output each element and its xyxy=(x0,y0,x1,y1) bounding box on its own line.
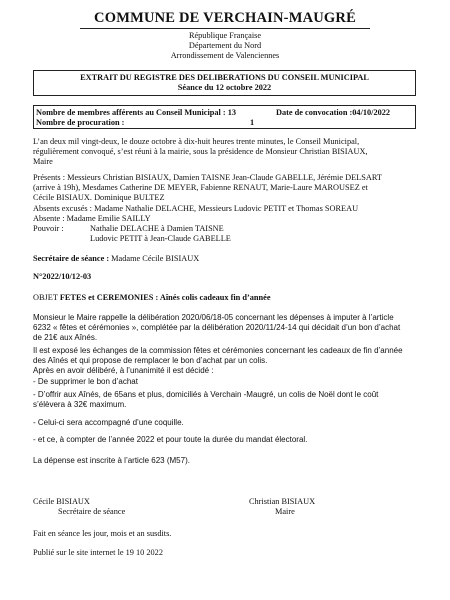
body-line: Après en avoir délibéré, à l’unanimité il est décidé : xyxy=(33,366,214,376)
body-line: des Aînés et qui propose de remplacer le bon d’achat par un colis. xyxy=(33,356,268,366)
decision-item: - D’offrir aux Aînés, de 65ans et plus, domiciliés à Verchain -Maugré, un colis de Noël dont le coût xyxy=(33,390,379,399)
pouvoir-item: Ludovic PETIT à Jean-Claude GABELLE xyxy=(90,234,231,244)
extract-title: EXTRAIT DU REGISTRE DES DELIBERATIONS DU CONSEIL MUNICIPAL xyxy=(80,73,369,82)
commune-title: COMMUNE DE VERCHAIN-MAUGRÉ xyxy=(80,10,370,29)
secretary-line xyxy=(33,254,417,264)
header-line-arrondissement: Arrondissement de Valenciennes xyxy=(170,51,280,60)
signature-right-role: Maire xyxy=(275,507,295,516)
decision-item: - Celui-ci sera accompagné d’une coquille. xyxy=(33,418,184,427)
proxies-label: Nombre de procuration : xyxy=(36,118,125,127)
intro-line: régulièrement convoqué, s’est réuni à la mairie, sous la présidence de Monsieur Christian BISIAUX, xyxy=(33,147,368,157)
body-paragraph-exposed xyxy=(33,346,417,387)
deliberation-number: N°2022/10/12-03 xyxy=(33,272,92,281)
present-line: Présents : Messieurs Christian BISIAUX, Damien TAISNE Jean-Claude GABELLE, Jérémie DELSART xyxy=(33,173,382,182)
body-line: Il est exposé les échanges de la commission fêtes et cérémonies concernant les cadeaux de fin d’année xyxy=(33,346,403,355)
pouvoir-label: Pouvoir : xyxy=(33,224,64,234)
intro-line: Maire xyxy=(33,157,53,167)
convocation-date: Date de convocation :04/10/2022 xyxy=(276,108,391,117)
excused-line: Absents excusés : Madame Nathalie DELACHE, Messieurs Ludovic PETIT et Thomas SOREAU xyxy=(33,203,359,213)
present-line: (arrive à 19h), Mesdames Catherine DE MEYER, Fabienne RENAUT, Marie-Laure MAROUSEZ et xyxy=(33,183,368,193)
pouvoir-item: Nathalie DELACHE à Damien TAISNE xyxy=(90,224,224,234)
session-date: Séance du 12 octobre 2022 xyxy=(177,83,272,92)
object-title: FETES et CEREMONIES : Aînés colis cadeaux fin d’année xyxy=(59,293,271,302)
members-box xyxy=(33,105,416,129)
decision-offer xyxy=(33,390,417,410)
intro-line: L’an deux mil vingt-deux, le douze octobre à dix-huit heures trente minutes, le Conseil Municipal, xyxy=(33,137,360,146)
signature-left-role: Secrétaire de séance xyxy=(58,507,126,516)
signature-right-name: Christian BISIAUX xyxy=(249,497,316,506)
attendance-section xyxy=(33,173,417,244)
signature-left-name: Cécile BISIAUX xyxy=(33,497,90,506)
body-line: 6232 « fêtes et cérémonies », complétée par la délibération 2020/11/24-14 qui décidait d’un bon d’achat xyxy=(33,323,401,333)
decision-item: - et ce, à compter de l’année 2022 et pour toute la durée du mandat électoral. xyxy=(33,435,308,444)
footer-published: Publié sur le site internet le 19 10 2022 xyxy=(33,548,163,557)
extract-box xyxy=(33,70,416,96)
absent-line: Absente : Madame Emilie SAILLY xyxy=(33,213,151,223)
object-line xyxy=(33,293,417,303)
body-line: Monsieur le Maire rappelle la délibération 2020/06/18-05 concernant les dépenses à imputer à l’article xyxy=(33,313,394,322)
header-line-republic: République Française xyxy=(188,31,262,40)
body-line: de 21€ aux Aînés. xyxy=(33,333,98,343)
present-line: Cécile BISIAUX. Dominique BULTEZ xyxy=(33,193,165,203)
header-line-department: Département du Nord xyxy=(188,41,262,50)
decision-item: s’élèvera à 32€ maximum. xyxy=(33,400,127,410)
decision-item: - De supprimer le bon d’achat xyxy=(33,376,138,386)
members-count: Nombre de membres afférents au Conseil Municipal : 13 xyxy=(36,108,237,117)
footer-done: Fait en séance les jour, mois et an susdits. xyxy=(33,529,172,538)
object-label: OBJET xyxy=(33,293,58,302)
secretary-name: Madame Cécile BISIAUX xyxy=(109,254,200,263)
body-paragraph-recall xyxy=(33,313,417,344)
secretary-label: Secrétaire de séance : xyxy=(33,254,110,263)
intro-paragraph xyxy=(33,137,417,168)
expense-line: La dépense est inscrite à l’article 623 (M57). xyxy=(33,456,190,465)
proxies-value: 1 xyxy=(250,118,255,127)
